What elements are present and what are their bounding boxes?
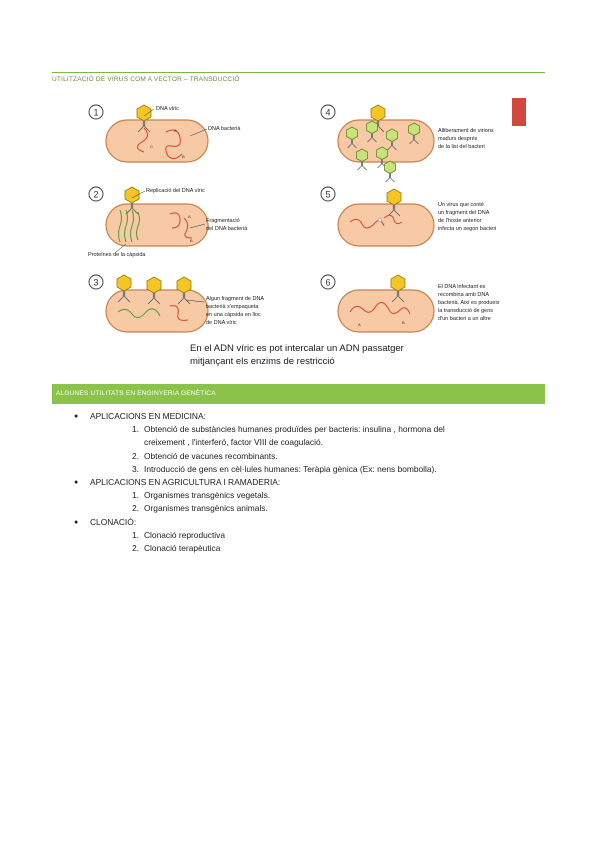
- section-header-band: [52, 384, 545, 404]
- svg-text:B: B: [190, 238, 193, 243]
- panel-2: [88, 187, 248, 258]
- panel-4-number: 4: [325, 107, 331, 118]
- list-item: [52, 450, 545, 463]
- panel-5-label-2: un fragment del DNA: [438, 210, 490, 216]
- panel-6-label-5: d'un bacteri a un altre: [438, 316, 491, 322]
- bullet-dot: ●: [74, 518, 79, 526]
- svg-text:C: C: [150, 144, 153, 149]
- transduction-figure: [86, 98, 526, 370]
- list-item: [52, 529, 545, 542]
- svg-text:A: A: [358, 322, 361, 327]
- list-number: 1.: [132, 490, 139, 501]
- bullet-item-agriculture: [52, 476, 545, 489]
- list-number: 2.: [132, 503, 139, 514]
- list-number: 1.: [132, 529, 139, 540]
- panel-6-label-1: El DNA infectant es: [438, 284, 486, 290]
- svg-text:B: B: [182, 154, 185, 159]
- panel-6-label-4: la transducció de gens: [438, 308, 494, 314]
- panel-1-number: 1: [93, 107, 99, 118]
- panel-5-label-4: infecta un segon bacteri: [438, 226, 497, 232]
- list-text: Clonació terapèutica: [144, 543, 221, 554]
- top-rule: [52, 72, 545, 73]
- panel-1: [89, 105, 241, 162]
- panel-3-label-2: bacterià s'empaqueta: [206, 304, 259, 310]
- panel-3-number: 3: [93, 277, 99, 288]
- panel-3-label-4: de DNA víric: [206, 320, 237, 326]
- utilities-list: [52, 410, 545, 555]
- list-text: Obtenció de vacunes recombinants.: [144, 450, 278, 461]
- list-text: Organismes transgènics animals.: [144, 503, 268, 514]
- svg-text:A: A: [174, 128, 177, 133]
- panel-5: [321, 187, 496, 246]
- list-item: [52, 423, 545, 449]
- list-text-line-1: Obtenció de substàncies humanes produïdes per bacteris: insulina , hormona del: [144, 424, 445, 435]
- panel-5-label-3: de l'hoste anterior: [438, 218, 482, 224]
- panel-6-label-2: recombina amb DNA: [438, 292, 490, 298]
- panel-4-label-2: madurs després: [438, 136, 478, 142]
- list-text: Organismes transgènics vegetals.: [144, 490, 271, 501]
- svg-text:B: B: [402, 320, 405, 325]
- panel-6: [321, 275, 500, 332]
- bullet-dot: ●: [74, 413, 79, 420]
- bullet-label: CLONACIÓ:: [90, 516, 137, 527]
- list-number: 3.: [132, 463, 139, 474]
- caption-line-1: En el ADN víric es pot intercalar un ADN passatger: [190, 343, 404, 354]
- panel-4: [321, 105, 494, 182]
- panel-6-number: 6: [325, 277, 331, 288]
- list-number: 2.: [132, 543, 139, 554]
- panel-3-label-3: en una càpsida en lloc: [206, 312, 261, 318]
- panel-3-label-1: Algun fragment de DNA: [206, 296, 265, 302]
- list-number: 2.: [132, 450, 139, 461]
- bullet-item-medicine: [52, 410, 545, 423]
- panel-3: [89, 275, 264, 332]
- list-text: Clonació reproductiva: [144, 529, 226, 540]
- bullet-dot: ●: [74, 479, 79, 487]
- panel-1-label-dna-viric: DNA víric: [156, 106, 179, 112]
- panel-5-label-1: Un virus que conté: [438, 202, 484, 208]
- panel-4-label-3: de la lisi del bacteri: [438, 144, 485, 150]
- list-item: [52, 542, 545, 555]
- svg-text:A: A: [188, 214, 191, 219]
- bullet-label: APLICACIONS EN MEDICINA:: [90, 411, 206, 421]
- list-text-line-2: creixement , l'interferó, factor VIII de coagulació.: [144, 437, 323, 448]
- panel-1-label-dna-bacteria: DNA bacterià: [208, 126, 241, 132]
- list-item: [52, 489, 545, 502]
- figure-caption: [190, 343, 404, 368]
- bullet-label: APLICACIONS EN AGRICULTURA I RAMADERIA:: [90, 477, 281, 488]
- list-number: 1.: [132, 424, 139, 435]
- list-item: [52, 502, 545, 515]
- panel-5-number: 5: [325, 189, 331, 200]
- section-title-utilities: ALGUNES UTILITATS EN ENGINYERIA GENÈTICA: [56, 390, 216, 397]
- list-item: [52, 463, 545, 476]
- list-text: Introducció de gens en cèl·lules humanes: Teràpia gènica (Ex: nens bombolla).: [144, 463, 437, 474]
- panel-2-label-replication: Replicació del DNA víric: [146, 188, 205, 194]
- panel-2-label-capsid-proteins: Proteïnes de la càpsida: [88, 252, 146, 258]
- panel-2-label-fragmentation: Fragmentació: [206, 218, 240, 224]
- panel-4-label-1: Alliberament de virions: [438, 128, 494, 134]
- panel-6-label-3: bacterià. Així es produeix: [438, 300, 500, 306]
- panel-2-number: 2: [93, 189, 99, 200]
- panel-2-label-fragmentation-2: del DNA bacterià: [206, 226, 248, 232]
- bullet-item-cloning: [52, 516, 545, 529]
- caption-line-2: mitjançant els enzims de restricció: [190, 355, 335, 367]
- section-title-transduction: UTILITZACIÓ DE VIRUS COM A VECTOR – TRANSDUCCIÓ: [52, 76, 240, 83]
